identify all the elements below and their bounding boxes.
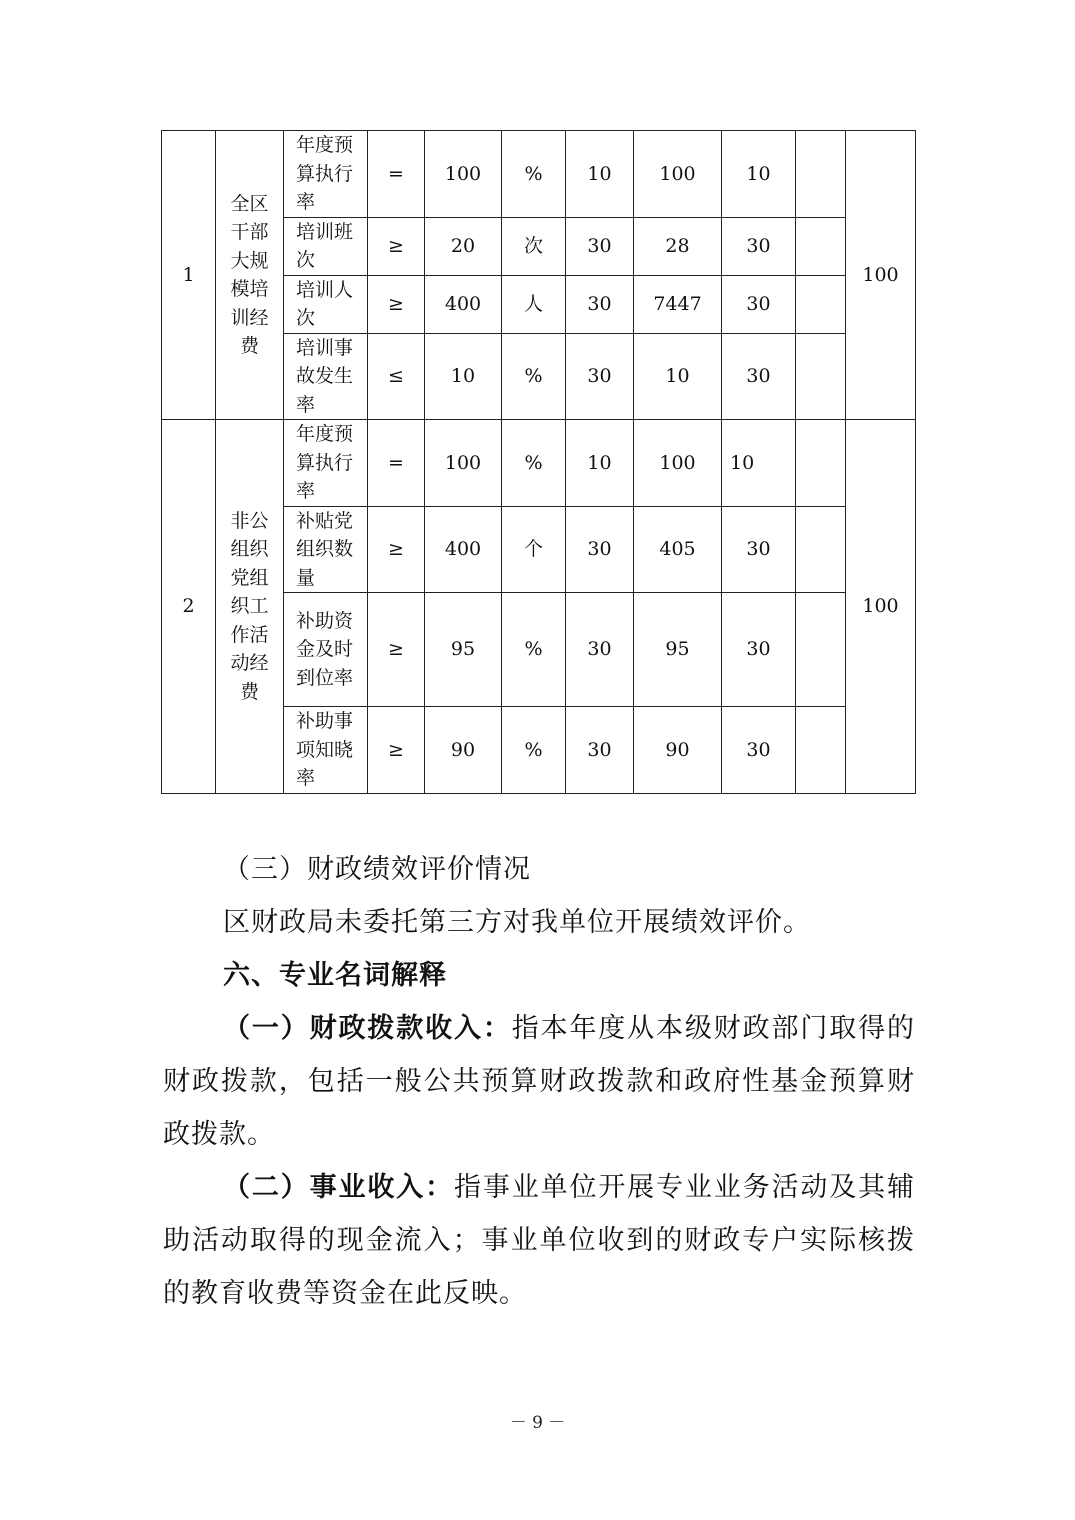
weight: 10: [566, 131, 634, 218]
actual-value: 95: [634, 593, 722, 707]
note: [796, 333, 846, 420]
unit: %: [502, 420, 566, 507]
unit: %: [502, 333, 566, 420]
note: [796, 131, 846, 218]
indicator-name: 年度预算执行率: [284, 131, 368, 218]
target-value: 95: [425, 593, 502, 707]
score: 10: [722, 131, 796, 218]
note: [796, 275, 846, 333]
table-row: [162, 420, 916, 507]
term-label: （一）财政拨款收入：: [223, 1013, 512, 1044]
note: [796, 707, 846, 794]
score: 30: [722, 275, 796, 333]
indicator-name: 补贴党组织数量: [284, 506, 368, 593]
score: 30: [722, 217, 796, 275]
unit: %: [502, 707, 566, 794]
total-score: 100: [846, 131, 916, 420]
performance-table: [161, 130, 916, 794]
target-value: 400: [425, 506, 502, 593]
note: [796, 506, 846, 593]
operator: =: [368, 420, 425, 507]
section-heading-evaluation: （三）财政绩效评价情况: [223, 854, 531, 885]
operator: ≤: [368, 333, 425, 420]
weight: 30: [566, 333, 634, 420]
note: [796, 593, 846, 707]
term-definition: 指本年度从本级财政部门取得的财政拨款，包括一般公共预算财政拨款和政府性基金预算财政拨款。: [163, 1013, 916, 1150]
weight: 10: [566, 420, 634, 507]
section-heading-terms: 六、专业名词解释: [223, 960, 447, 991]
term-fiscal-appropriation: [163, 1002, 915, 1161]
weight: 30: [566, 506, 634, 593]
actual-value: 90: [634, 707, 722, 794]
target-value: 400: [425, 275, 502, 333]
weight: 30: [566, 217, 634, 275]
indicator-name: 年度预算执行率: [284, 420, 368, 507]
term-business-income: [163, 1161, 915, 1320]
actual-value: 28: [634, 217, 722, 275]
unit: %: [502, 131, 566, 218]
indicator-name: 补助事项知晓率: [284, 707, 368, 794]
operator: ≥: [368, 593, 425, 707]
weight: 30: [566, 707, 634, 794]
indicator-name: 培训人次: [284, 275, 368, 333]
target-value: 100: [425, 131, 502, 218]
operator: ≥: [368, 275, 425, 333]
operator: =: [368, 131, 425, 218]
target-value: 10: [425, 333, 502, 420]
note: [796, 420, 846, 507]
actual-value: 10: [634, 333, 722, 420]
score: 30: [722, 506, 796, 593]
term-label: （二）事业收入：: [223, 1172, 454, 1203]
unit: %: [502, 593, 566, 707]
evaluation-text: 区财政局未委托第三方对我单位开展绩效评价。: [223, 907, 811, 938]
score: 30: [722, 593, 796, 707]
indicator-name: 培训事故发生率: [284, 333, 368, 420]
actual-value: 7447: [634, 275, 722, 333]
weight: 30: [566, 275, 634, 333]
target-value: 20: [425, 217, 502, 275]
table-row: [162, 131, 916, 218]
project-name: 全区干部大规模培训经费: [216, 131, 284, 420]
actual-value: 100: [634, 131, 722, 218]
unit: 次: [502, 217, 566, 275]
operator: ≥: [368, 217, 425, 275]
group-number: 1: [162, 131, 216, 420]
score: 10: [722, 420, 796, 507]
target-value: 100: [425, 420, 502, 507]
actual-value: 100: [634, 420, 722, 507]
operator: ≥: [368, 707, 425, 794]
operator: ≥: [368, 506, 425, 593]
score: 30: [722, 707, 796, 794]
indicator-name: 补助资金及时到位率: [284, 593, 368, 707]
note: [796, 217, 846, 275]
project-name: 非公组织党组织工作活动经费: [216, 420, 284, 794]
unit: 人: [502, 275, 566, 333]
page-number: － 9 －: [509, 1413, 566, 1433]
group-number: 2: [162, 420, 216, 794]
total-score: 100: [846, 420, 916, 794]
document-body: [163, 843, 915, 1320]
term-definition: 指事业单位开展专业业务活动及其辅助活动取得的现金流入；事业单位收到的财政专户实际核拨的教育收费等资金在此反映。: [163, 1172, 916, 1309]
actual-value: 405: [634, 506, 722, 593]
target-value: 90: [425, 707, 502, 794]
score: 30: [722, 333, 796, 420]
weight: 30: [566, 593, 634, 707]
indicator-name: 培训班次: [284, 217, 368, 275]
unit: 个: [502, 506, 566, 593]
